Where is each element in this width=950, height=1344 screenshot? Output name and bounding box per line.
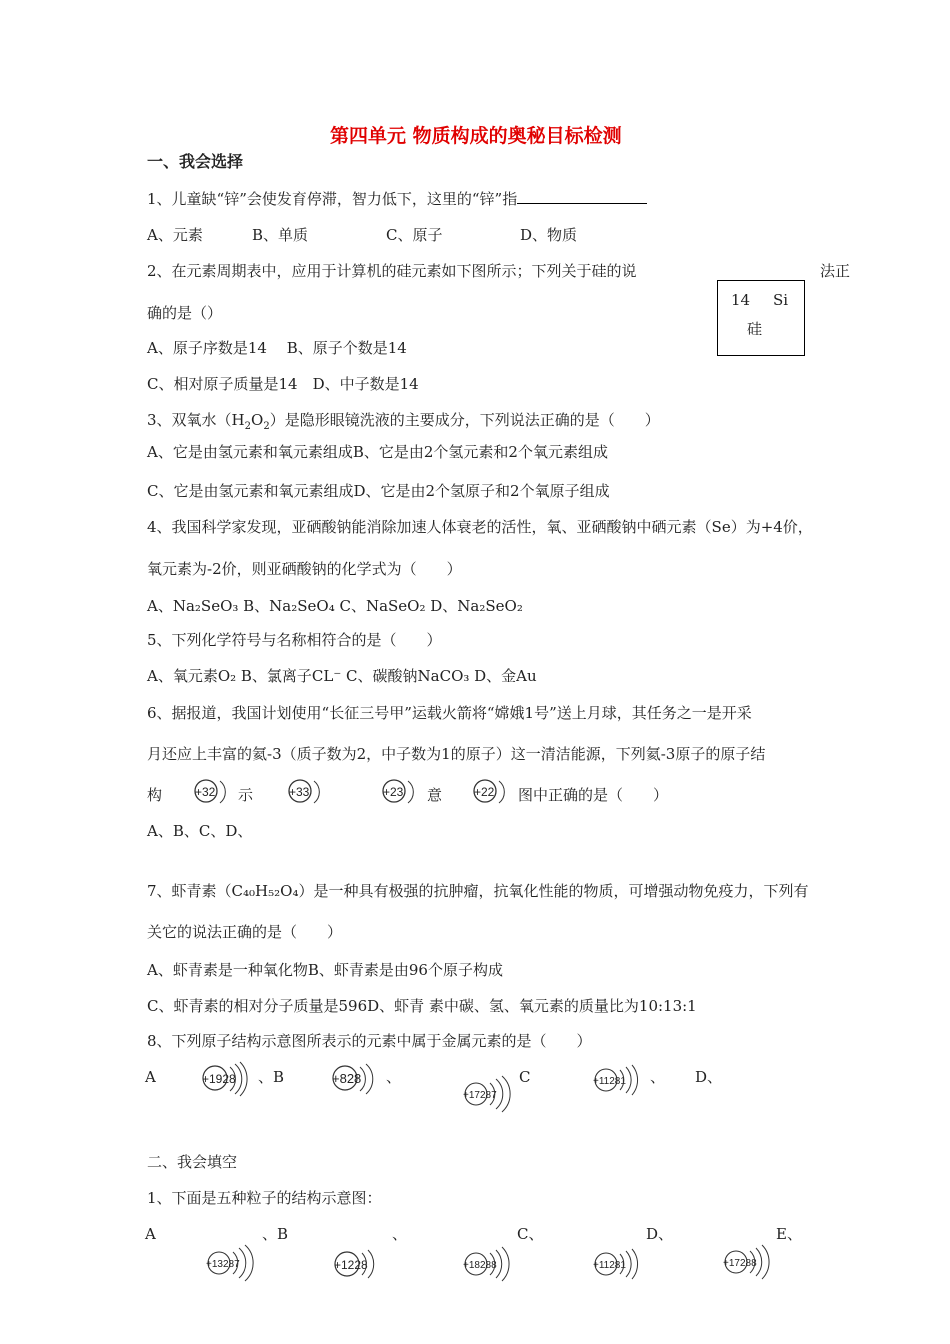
q6-word-1: 构 [147, 786, 163, 804]
q2-option-ab: A、原子序数是14 B、原子个数是14 [147, 339, 407, 357]
q3-stem-a: 3、双氧水（H [147, 411, 245, 429]
atom-diagram-q8d [590, 1062, 646, 1098]
q8-label-sep: 、 [386, 1068, 402, 1086]
atom-nucleus-label: +828 [332, 1071, 362, 1086]
q6-line2: 月还应上丰富的氦-3（质子数为2，中子数为1的原子）这一清洁能源，下列氦-3原子的原子结 [147, 745, 766, 763]
atom-nucleus-label: +1228 [334, 1258, 368, 1272]
q2-line1: 2、在元素周期表中，应用于计算机的硅元素如下图所示；下列关于硅的说 [147, 262, 637, 280]
atom-diagram-q8c [460, 1072, 520, 1114]
atom-nucleus-label: +17288 [723, 1258, 757, 1269]
element-name: 硅 [747, 320, 763, 338]
q8-label-sep2: 、 [650, 1068, 666, 1086]
atom-nucleus-label: +32 [195, 785, 216, 799]
q2-line2: 确的是（） [147, 304, 223, 322]
q8-label-d: D、 [695, 1068, 723, 1086]
atom-diagram-f1a [203, 1242, 261, 1284]
q3-stem [147, 410, 660, 437]
atom-nucleus-label: +1928 [202, 1072, 236, 1086]
f1-label-sep: 、 [392, 1225, 408, 1243]
q1-stem-text: 1、儿童缺“锌”会使发育停滞，智力低下，这里的“锌”指 [147, 190, 518, 208]
atom-diagram-f1b [330, 1245, 384, 1283]
q3-stem-c: ）是隐形眼镜洗液的主要成分，下列说法正确的是（ ） [269, 411, 660, 429]
q3-option-cd: C、它是由氢元素和氧元素组成D、它是由2个氢原子和2个氧原子组成 [147, 482, 610, 500]
atom-nucleus-label: +11281 [593, 1260, 626, 1271]
q1-option-b: B、单质 [252, 226, 309, 244]
subscript: 2 [244, 421, 252, 432]
q4-options: A、Na₂SeO₃ B、Na₂SeO₄ C、NaSeO₂ D、Na₂SeO₂ [147, 597, 523, 615]
q3-option-ab: A、它是由氢元素和氧元素组成B、它是由2个氢元素和2个氧元素组成 [147, 443, 608, 461]
atom-nucleus-label: +17287 [463, 1090, 497, 1101]
q1-option-d: D、物质 [520, 226, 578, 244]
q6-line1: 6、据报道，我国计划使用“长征三号甲”运载火箭将“嫦娥1号”送上月球，其任务之一是开采 [147, 704, 752, 722]
answer-blank [517, 189, 647, 204]
f1-label-c: C、 [517, 1225, 544, 1243]
q8-label-b: 、B [258, 1068, 285, 1086]
element-symbol: Si [773, 291, 789, 309]
q4-line2: 氧元素为-2价，则亚硒酸钠的化学式为（ ） [147, 560, 462, 578]
atom-diagram-f1d [590, 1245, 646, 1283]
f1-stem: 1、下面是五种粒子的结构示意图： [147, 1189, 382, 1207]
q7-option-cd: C、虾青素的相对分子质量是596D、虾青 素中碳、氢、氧元素的质量比为10:13:1 [147, 997, 697, 1015]
atom-nucleus-label: +22 [474, 785, 495, 799]
f1-label-d: D、 [646, 1225, 674, 1243]
q7-line1: 7、虾青素（C₄₀H₅₂O₄）是一种具有极强的抗肿瘤，抗氧化性能的物质，可增强动物免疫力，下列有 [147, 882, 809, 900]
q6-word-2: 示 [238, 786, 254, 804]
atom-nucleus-label: +33 [289, 785, 310, 799]
atom-nucleus-label: +18288 [463, 1260, 497, 1271]
atom-diagram-f1c [460, 1244, 518, 1284]
atom-nucleus-label: +23 [383, 785, 404, 799]
atom-diagram-q8a [198, 1060, 248, 1100]
atom-diagram-q6c [378, 776, 422, 810]
q4-line1: 4、我国科学家发现，亚硒酸钠能消除加速人体衰老的活性，氧、亚硒酸钠中硒元素（Se）为+4价， [147, 518, 813, 536]
q8-label-a: A [145, 1068, 156, 1086]
subscript: 2 [263, 421, 270, 432]
atom-diagram-q6d [469, 776, 513, 810]
q7-line2: 关它的说法正确的是（ ） [147, 923, 343, 941]
silicon-element-box [717, 280, 805, 356]
f1-label-a: A [145, 1225, 156, 1243]
q2-line1-tail: 法正 [820, 262, 851, 280]
section-heading-choice: 一、我会选择 [147, 152, 244, 171]
f1-label-e: E、 [776, 1225, 802, 1243]
q1-option-c: C、原子 [386, 226, 443, 244]
atom-diagram-f1e [720, 1242, 778, 1282]
atom-nucleus-label: +11281 [593, 1076, 626, 1087]
q3-stem-b: O [251, 411, 264, 429]
f1-label-b: 、B [262, 1225, 289, 1243]
q1-stem [147, 189, 647, 209]
q2-option-cd: C、相对原子质量是14 D、中子数是14 [147, 375, 419, 393]
atom-diagram-q8b [328, 1060, 378, 1100]
q7-option-ab: A、虾青素是一种氧化物B、虾青素是由96个原子构成 [147, 961, 503, 979]
q8-stem: 8、下列原子结构示意图所表示的元素中属于金属元素的是（ ） [147, 1032, 592, 1050]
q6-word-3: 意 [427, 786, 443, 804]
q1-option-a: A、元素 [147, 226, 203, 244]
element-number: 14 [731, 291, 751, 309]
atom-diagram-q6a [190, 776, 234, 810]
q5-stem: 5、下列化学符号与名称相符合的是（ ） [147, 631, 442, 649]
section-heading-fill: 二、我会填空 [147, 1153, 238, 1171]
atom-diagram-q6b [284, 776, 328, 810]
q6-word-4: 图中正确的是（ ） [518, 786, 669, 804]
q6-options: A、B、C、D、 [147, 822, 253, 840]
page-title: 第四单元 物质构成的奥秘目标检测 [330, 125, 622, 147]
q5-options: A、氧元素O₂ B、氯离子CL⁻ C、碳酸钠NaCO₃ D、金Au [147, 667, 537, 685]
q8-label-c: C [519, 1068, 531, 1086]
atom-nucleus-label: +13287 [206, 1259, 240, 1270]
